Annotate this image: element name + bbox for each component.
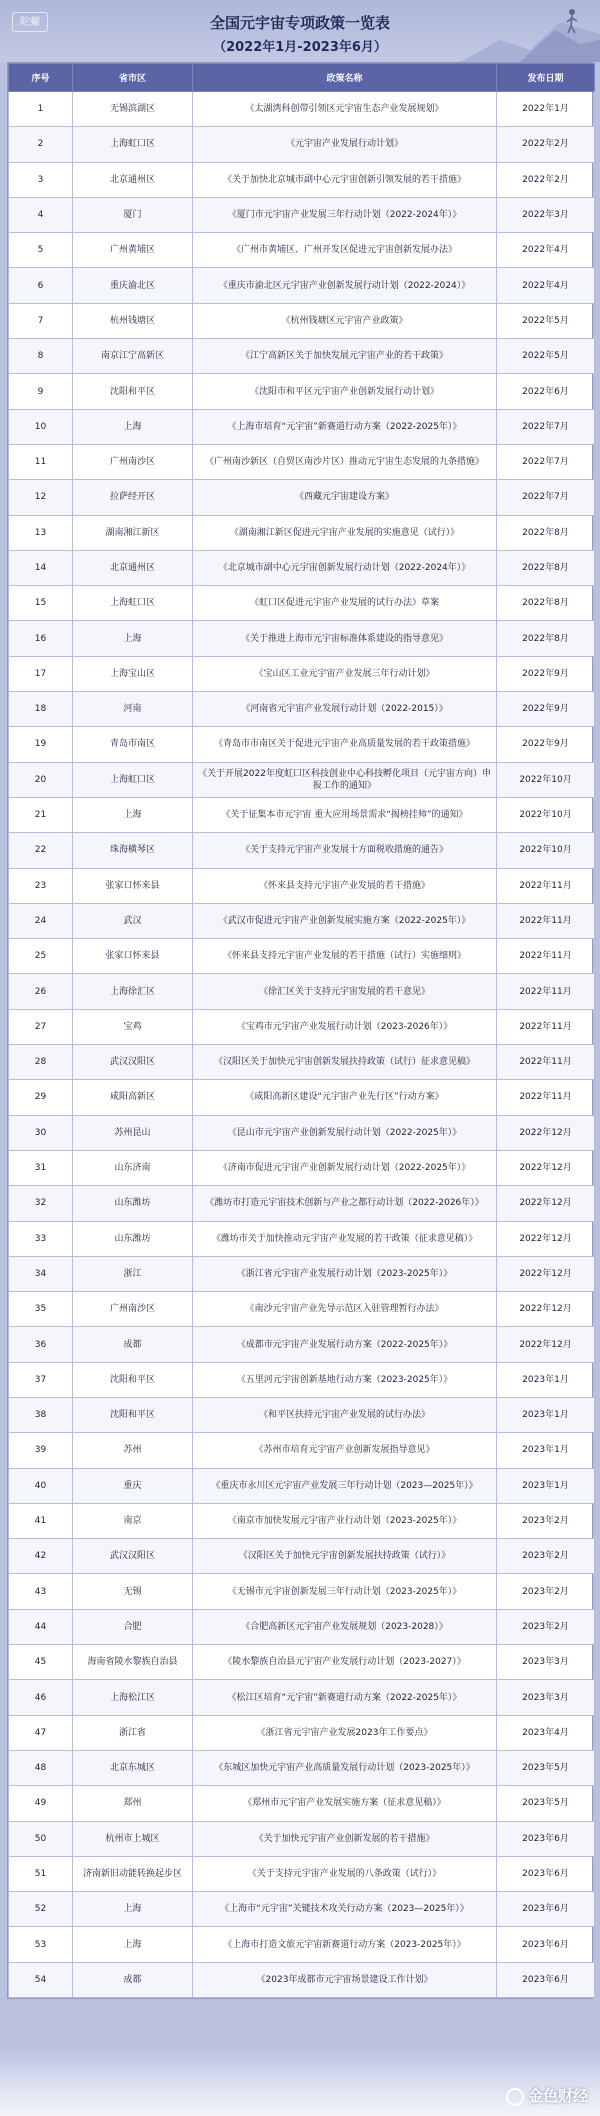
cell-region: 上海 [73, 409, 193, 444]
cell-date: 2022年11月 [497, 1045, 595, 1080]
table-row [9, 939, 595, 974]
cell-date: 2022年4月 [497, 233, 595, 268]
cell-policy: 《湖南湘江新区促进元宇宙产业发展的实施意见（试行）》 [193, 515, 497, 550]
cell-policy: 《汉阳区关于加快元宇宙创新发展扶持政策（试行）征求意见稿》 [193, 1045, 497, 1080]
table-row [9, 1609, 595, 1644]
cell-date: 2022年7月 [497, 409, 595, 444]
table-row [9, 1009, 595, 1044]
table-row [9, 903, 595, 938]
cell-date: 2023年5月 [497, 1750, 595, 1785]
table-row [9, 1680, 595, 1715]
cell-date: 2022年12月 [497, 1327, 595, 1362]
table-row [9, 833, 595, 868]
cell-index: 12 [9, 480, 73, 515]
column-header-index: 序号 [9, 64, 73, 92]
table-row [9, 303, 595, 338]
cell-index: 36 [9, 1327, 73, 1362]
cell-date: 2023年2月 [497, 1609, 595, 1644]
cell-date: 2023年6月 [497, 1927, 595, 1962]
policy-table [8, 63, 595, 1998]
cell-index: 47 [9, 1715, 73, 1750]
cell-region: 北京通州区 [73, 162, 193, 197]
table-row [9, 586, 595, 621]
cell-region: 济南新旧动能转换起步区 [73, 1856, 193, 1891]
table-row [9, 233, 595, 268]
cell-region: 浙江省 [73, 1715, 193, 1750]
cell-policy: 《松江区培育“元宇宙”新赛道行动方案（2022-2025年）》 [193, 1680, 497, 1715]
cell-policy: 《徐汇区关于支持元宇宙发展的若干意见》 [193, 974, 497, 1009]
cell-date: 2022年2月 [497, 127, 595, 162]
cell-date: 2023年6月 [497, 1856, 595, 1891]
cell-policy: 《济南市促进元宇宙产业创新发展行动计划（2022-2025年）》 [193, 1150, 497, 1185]
page-title: 全国元宇宙专项政策一览表 [209, 14, 390, 32]
cell-date: 2022年12月 [497, 1150, 595, 1185]
cell-region: 南京江宁高新区 [73, 339, 193, 374]
cell-region: 张家口怀来县 [73, 939, 193, 974]
cell-index: 3 [9, 162, 73, 197]
cell-index: 16 [9, 621, 73, 656]
cell-region: 上海虹口区 [73, 586, 193, 621]
cell-date: 2022年10月 [497, 762, 595, 797]
table-row [9, 621, 595, 656]
cell-index: 25 [9, 939, 73, 974]
cell-index: 29 [9, 1080, 73, 1115]
table-row [9, 409, 595, 444]
cell-index: 4 [9, 197, 73, 232]
cell-date: 2022年9月 [497, 727, 595, 762]
cell-date: 2023年4月 [497, 1715, 595, 1750]
cell-index: 27 [9, 1009, 73, 1044]
cell-date: 2023年6月 [497, 1892, 595, 1927]
cell-index: 38 [9, 1397, 73, 1432]
cell-index: 43 [9, 1574, 73, 1609]
cell-policy: 《怀来县支持元宇宙产业发展的若干措施（试行）实施细则》 [193, 939, 497, 974]
cell-index: 41 [9, 1503, 73, 1538]
cell-policy: 《杭州钱塘区元宇宙产业政策》 [193, 303, 497, 338]
cell-region: 湖南湘江新区 [73, 515, 193, 550]
table-row [9, 1433, 595, 1468]
cell-region: 广州南沙区 [73, 1292, 193, 1327]
cell-index: 26 [9, 974, 73, 1009]
cell-region: 上海虹口区 [73, 127, 193, 162]
table-row [9, 1115, 595, 1150]
cell-index: 45 [9, 1645, 73, 1680]
cell-region: 无锡 [73, 1574, 193, 1609]
cell-region: 北京通州区 [73, 550, 193, 585]
table-row [9, 868, 595, 903]
cell-region: 杭州市上城区 [73, 1821, 193, 1856]
cell-region: 武汉汉阳区 [73, 1539, 193, 1574]
cell-date: 2023年3月 [497, 1645, 595, 1680]
table-row [9, 1539, 595, 1574]
cell-index: 19 [9, 727, 73, 762]
cell-index: 15 [9, 586, 73, 621]
cell-date: 2022年12月 [497, 1221, 595, 1256]
cell-date: 2023年6月 [497, 1821, 595, 1856]
cell-date: 2022年7月 [497, 480, 595, 515]
table-row [9, 1786, 595, 1821]
table-row [9, 1645, 595, 1680]
cell-policy: 《厦门市元宇宙产业发展三年行动计划（2022-2024年）》 [193, 197, 497, 232]
cell-policy: 《合肥高新区元宇宙产业发展规划（2023-2028）》 [193, 1609, 497, 1644]
cell-policy: 《广州南沙新区（自贸区南沙片区）推动元宇宙生态发展的九条措施》 [193, 444, 497, 479]
table-row [9, 197, 595, 232]
cell-region: 南京 [73, 1503, 193, 1538]
cell-policy: 《宝鸡市元宇宙产业发展行动计划（2023-2026年）》 [193, 1009, 497, 1044]
cell-region: 河南 [73, 692, 193, 727]
table-row [9, 1397, 595, 1432]
cell-policy: 《上海市“元宇宙”关键技术攻关行动方案（2023—2025年）》 [193, 1892, 497, 1927]
cell-index: 21 [9, 797, 73, 832]
cell-region: 山东潍坊 [73, 1186, 193, 1221]
cell-policy: 《南京市加快发展元宇宙产业行动计划（2023-2025年）》 [193, 1503, 497, 1538]
table-row [9, 268, 595, 303]
cell-region: 上海宝山区 [73, 656, 193, 691]
table-row [9, 1256, 595, 1291]
cell-policy: 《东城区加快元宇宙产业高质量发展行动计划（2023-2025年）》 [193, 1750, 497, 1785]
table-row [9, 515, 595, 550]
cell-index: 1 [9, 92, 73, 127]
table-body [9, 92, 595, 1998]
cell-index: 50 [9, 1821, 73, 1856]
cell-policy: 《河南省元宇宙产业发展行动计划（2022-2015）》 [193, 692, 497, 727]
table-row [9, 1327, 595, 1362]
cell-policy: 《关于加快北京城市副中心元宇宙创新引领发展的若干措施》 [193, 162, 497, 197]
cell-date: 2022年12月 [497, 1186, 595, 1221]
cell-policy: 《青岛市市南区关于促进元宇宙产业高质量发展的若干政策措施》 [193, 727, 497, 762]
cell-index: 52 [9, 1892, 73, 1927]
cell-index: 32 [9, 1186, 73, 1221]
cell-index: 44 [9, 1609, 73, 1644]
cell-index: 51 [9, 1856, 73, 1891]
cell-policy: 《潍坊市关于加快推动元宇宙产业发展的若干政策（征求意见稿）》 [193, 1221, 497, 1256]
cell-index: 10 [9, 409, 73, 444]
cell-index: 24 [9, 903, 73, 938]
table-header-row [9, 64, 595, 92]
table-row [9, 1186, 595, 1221]
cell-policy: 《怀来县支持元宇宙产业发展的若干措施》 [193, 868, 497, 903]
cell-policy: 《宝山区工业元宇宙产业发展三年行动计划》 [193, 656, 497, 691]
cell-policy: 《太湖湾科创带引领区元宇宙生态产业发展规划》 [193, 92, 497, 127]
cell-policy: 《江宁高新区关于加快发展元宇宙产业的若干政策》 [193, 339, 497, 374]
mountain-climber-illustration [460, 0, 600, 62]
cell-date: 2022年11月 [497, 903, 595, 938]
cell-region: 山东潍坊 [73, 1221, 193, 1256]
cell-region: 上海松江区 [73, 1680, 193, 1715]
cell-index: 20 [9, 762, 73, 797]
cell-policy: 《西藏元宇宙建设方案》 [193, 480, 497, 515]
cell-policy: 《重庆市永川区元宇宙产业发展三年行动计划（2023—2025年）》 [193, 1468, 497, 1503]
cell-region: 上海徐汇区 [73, 974, 193, 1009]
cell-index: 7 [9, 303, 73, 338]
table-row [9, 374, 595, 409]
cell-policy: 《浙江省元宇宙产业发展2023年工作要点》 [193, 1715, 497, 1750]
table-row [9, 1503, 595, 1538]
cell-date: 2022年9月 [497, 656, 595, 691]
cell-region: 重庆渝北区 [73, 268, 193, 303]
cell-date: 2022年11月 [497, 974, 595, 1009]
cell-date: 2023年2月 [497, 1539, 595, 1574]
table-row [9, 1045, 595, 1080]
cell-region: 上海 [73, 1927, 193, 1962]
cell-index: 54 [9, 1962, 73, 1997]
watermark-text: 金色财经 [527, 2087, 588, 2105]
cell-region: 合肥 [73, 1609, 193, 1644]
cell-region: 苏州 [73, 1433, 193, 1468]
cell-date: 2022年5月 [497, 339, 595, 374]
table-row [9, 480, 595, 515]
cell-index: 31 [9, 1150, 73, 1185]
table-row [9, 1856, 595, 1891]
cell-policy: 《上海市培育“元宇宙”新赛道行动方案（2022-2025年）》 [193, 409, 497, 444]
table-row [9, 92, 595, 127]
cell-region: 厦门 [73, 197, 193, 232]
watermark [506, 2085, 588, 2106]
table-row [9, 1750, 595, 1785]
cell-date: 2022年8月 [497, 586, 595, 621]
cell-index: 18 [9, 692, 73, 727]
cell-index: 49 [9, 1786, 73, 1821]
table-row [9, 1221, 595, 1256]
cell-region: 郑州 [73, 1786, 193, 1821]
table-row [9, 656, 595, 691]
table-row [9, 1468, 595, 1503]
cell-policy: 《沈阳市和平区元宇宙产业创新发展行动计划》 [193, 374, 497, 409]
cell-index: 35 [9, 1292, 73, 1327]
cell-date: 2022年6月 [497, 374, 595, 409]
cell-index: 8 [9, 339, 73, 374]
cell-region: 广州黄埔区 [73, 233, 193, 268]
cell-date: 2022年11月 [497, 1009, 595, 1044]
cell-policy: 《关于推进上海市元宇宙标准体系建设的指导意见》 [193, 621, 497, 656]
column-header-region: 省市区 [73, 64, 193, 92]
cell-index: 17 [9, 656, 73, 691]
cell-region: 重庆 [73, 1468, 193, 1503]
cell-policy: 《苏州市培育元宇宙产业创新发展指导意见》 [193, 1433, 497, 1468]
cell-region: 张家口怀来县 [73, 868, 193, 903]
cell-date: 2023年3月 [497, 1680, 595, 1715]
cell-region: 沈阳和平区 [73, 1397, 193, 1432]
cell-index: 11 [9, 444, 73, 479]
cell-region: 沈阳和平区 [73, 1362, 193, 1397]
cell-index: 53 [9, 1927, 73, 1962]
cell-date: 2022年8月 [497, 515, 595, 550]
cell-policy: 《北京城市副中心元宇宙创新发展行动计划（2022-2024年）》 [193, 550, 497, 585]
cell-region: 广州南沙区 [73, 444, 193, 479]
cell-index: 14 [9, 550, 73, 585]
cell-index: 9 [9, 374, 73, 409]
cell-date: 2023年1月 [497, 1433, 595, 1468]
cell-region: 咸阳高新区 [73, 1080, 193, 1115]
cell-region: 武汉 [73, 903, 193, 938]
cell-policy: 《潍坊市打造元宇宙技术创新与产业之都行动计划（2022-2026年）》 [193, 1186, 497, 1221]
cell-date: 2022年4月 [497, 268, 595, 303]
cell-date: 2023年1月 [497, 1397, 595, 1432]
cell-region: 上海虹口区 [73, 762, 193, 797]
cell-date: 2022年5月 [497, 303, 595, 338]
cell-date: 2023年1月 [497, 1362, 595, 1397]
cell-index: 39 [9, 1433, 73, 1468]
cell-region: 武汉汉阳区 [73, 1045, 193, 1080]
cell-index: 5 [9, 233, 73, 268]
cell-policy: 《成都市元宇宙产业发展行动方案（2022-2025年）》 [193, 1327, 497, 1362]
table-row [9, 162, 595, 197]
cell-date: 2022年8月 [497, 550, 595, 585]
cell-date: 2023年6月 [497, 1962, 595, 1997]
cell-index: 34 [9, 1256, 73, 1291]
cell-index: 30 [9, 1115, 73, 1150]
table-row [9, 1292, 595, 1327]
table-row [9, 339, 595, 374]
table-row [9, 974, 595, 1009]
cell-region: 成都 [73, 1327, 193, 1362]
cell-date: 2022年3月 [497, 197, 595, 232]
cell-date: 2023年1月 [497, 1468, 595, 1503]
cell-region: 青岛市南区 [73, 727, 193, 762]
cell-date: 2022年12月 [497, 1256, 595, 1291]
table-row [9, 727, 595, 762]
table-row [9, 692, 595, 727]
cell-date: 2022年10月 [497, 833, 595, 868]
watermark-logo-icon [506, 2088, 524, 2106]
table-row [9, 797, 595, 832]
cell-policy: 《关于支持元宇宙产业发展十方面税收措施的通告》 [193, 833, 497, 868]
cell-index: 33 [9, 1221, 73, 1256]
cell-policy: 《虹口区促进元宇宙产业发展的试行办法》草案 [193, 586, 497, 621]
cell-date: 2022年8月 [497, 621, 595, 656]
cell-date: 2023年2月 [497, 1574, 595, 1609]
cell-region: 浙江 [73, 1256, 193, 1291]
table-row [9, 1927, 595, 1962]
cell-policy: 《昆山市元宇宙产业创新发展行动计划（2022-2025年）》 [193, 1115, 497, 1150]
table-row [9, 127, 595, 162]
table-row [9, 550, 595, 585]
cell-policy: 《郑州市元宇宙产业发展实施方案（征求意见稿）》 [193, 1786, 497, 1821]
table-row [9, 444, 595, 479]
cell-date: 2022年11月 [497, 1080, 595, 1115]
cell-index: 22 [9, 833, 73, 868]
cell-region: 上海 [73, 1892, 193, 1927]
page-header [0, 0, 600, 62]
cell-policy: 《关于加快元宇宙产业创新发展的若干措施》 [193, 1821, 497, 1856]
table-row [9, 1150, 595, 1185]
cell-region: 苏州昆山 [73, 1115, 193, 1150]
cell-policy: 《武汉市促进元宇宙产业创新发展实施方案（2022-2025年）》 [193, 903, 497, 938]
cell-region: 珠海横琴区 [73, 833, 193, 868]
cell-policy: 《2023年成都市元宇宙场景建设工作计划》 [193, 1962, 497, 1997]
cell-region: 拉萨经开区 [73, 480, 193, 515]
cell-policy: 《上海市打造文旅元宇宙新赛道行动方案（2023-2025年）》 [193, 1927, 497, 1962]
cell-region: 山东济南 [73, 1150, 193, 1185]
cell-policy: 《南沙元宇宙产业先导示范区入驻管理暂行办法》 [193, 1292, 497, 1327]
site-logo: 陀螺 [12, 12, 48, 32]
table-row [9, 1962, 595, 1997]
cell-date: 2022年12月 [497, 1115, 595, 1150]
cell-date: 2022年7月 [497, 444, 595, 479]
cell-region: 杭州钱塘区 [73, 303, 193, 338]
policy-table-container [7, 62, 593, 1999]
cell-policy: 《五里河元宇宙创新基地行动方案（2023-2025年）》 [193, 1362, 497, 1397]
cell-index: 23 [9, 868, 73, 903]
cell-date: 2022年2月 [497, 162, 595, 197]
cell-policy: 《浙江省元宇宙产业发展行动计划（2023-2025年）》 [193, 1256, 497, 1291]
cell-date: 2022年10月 [497, 797, 595, 832]
cell-policy: 《汉阳区关于加快元宇宙创新发展扶持政策（试行）》 [193, 1539, 497, 1574]
cell-policy: 《关于支持元宇宙产业发展的八条政策（试行）》 [193, 1856, 497, 1891]
cell-date: 2022年9月 [497, 692, 595, 727]
cell-region: 成都 [73, 1962, 193, 1997]
column-header-policy: 政策名称 [193, 64, 497, 92]
table-row [9, 1080, 595, 1115]
table-row [9, 762, 595, 797]
cell-index: 46 [9, 1680, 73, 1715]
cell-policy: 《广州市黄埔区、广州开发区促进元宇宙创新发展办法》 [193, 233, 497, 268]
cell-policy: 《陵水黎族自治县元宇宙产业发展行动计划（2023-2027）》 [193, 1645, 497, 1680]
cell-index: 2 [9, 127, 73, 162]
table-row [9, 1715, 595, 1750]
cell-index: 48 [9, 1750, 73, 1785]
cell-policy: 《无锡市元宇宙创新发展三年行动计划（2023-2025年）》 [193, 1574, 497, 1609]
cell-index: 28 [9, 1045, 73, 1080]
cell-date: 2022年11月 [497, 939, 595, 974]
page-subtitle: （2022年1月-2023年6月） [213, 40, 387, 55]
cell-index: 37 [9, 1362, 73, 1397]
cell-region: 海南省陵水黎族自治县 [73, 1645, 193, 1680]
cell-region: 宝鸡 [73, 1009, 193, 1044]
cell-date: 2023年2月 [497, 1503, 595, 1538]
table-row [9, 1892, 595, 1927]
cell-region: 沈阳和平区 [73, 374, 193, 409]
cell-policy: 《元宇宙产业发展行动计划》 [193, 127, 497, 162]
cell-index: 40 [9, 1468, 73, 1503]
cell-policy: 《关于征集本市元宇宙 重大应用场景需求“揭榜挂帅”的通知》 [193, 797, 497, 832]
cell-index: 6 [9, 268, 73, 303]
page-footer [0, 2050, 600, 2116]
cell-index: 42 [9, 1539, 73, 1574]
cell-date: 2023年5月 [497, 1786, 595, 1821]
cell-policy: 《关于开展2022年度虹口区科技创业中心科技孵化项目（元宇宙方向）申报工作的通知》 [193, 762, 497, 797]
cell-date: 2022年1月 [497, 92, 595, 127]
cell-region: 上海 [73, 797, 193, 832]
cell-region: 无锡滨湖区 [73, 92, 193, 127]
cell-region: 北京东城区 [73, 1750, 193, 1785]
cell-policy: 《重庆市渝北区元宇宙产业创新发展行动计划（2022-2024）》 [193, 268, 497, 303]
cell-policy: 《和平区扶持元宇宙产业发展的试行办法》 [193, 1397, 497, 1432]
table-row [9, 1821, 595, 1856]
column-header-date: 发布日期 [497, 64, 595, 92]
cell-index: 13 [9, 515, 73, 550]
cell-policy: 《咸阳高新区建设“元宇宙产业先行区”行动方案》 [193, 1080, 497, 1115]
cell-date: 2022年12月 [497, 1292, 595, 1327]
cell-date: 2022年11月 [497, 868, 595, 903]
cell-region: 上海 [73, 621, 193, 656]
table-row [9, 1362, 595, 1397]
table-row [9, 1574, 595, 1609]
